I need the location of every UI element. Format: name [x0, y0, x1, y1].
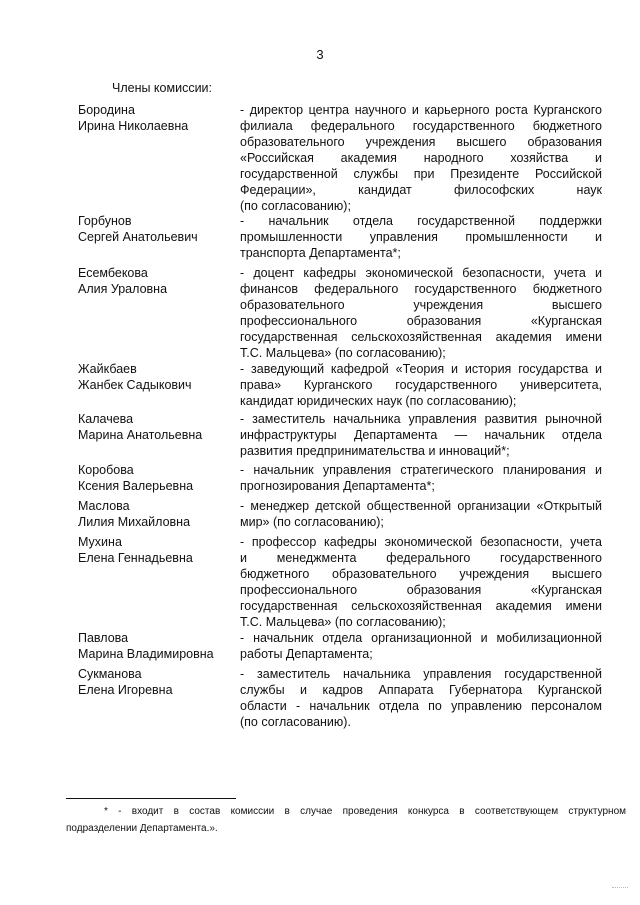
- member-description-line: права» Курганского государственного университета,: [240, 378, 602, 392]
- member-description: [240, 102, 602, 214]
- member-name-line: Маслова: [78, 499, 130, 513]
- member-description-line: - начальник управления стратегического планирования и: [240, 463, 602, 477]
- member-description: [240, 411, 602, 459]
- page-number: 3: [316, 47, 324, 62]
- member-name: [78, 666, 238, 698]
- member-name: [78, 265, 238, 297]
- footnote-rule: [66, 798, 236, 799]
- member-name-line: Алия Ураловна: [78, 282, 168, 296]
- member-description-line: - заместитель начальника управления государственной: [240, 667, 602, 681]
- member-description-line: - доцент кафедры экономической безопасности, учета и: [240, 266, 602, 280]
- member-name: [78, 361, 238, 393]
- member-description: [240, 462, 602, 494]
- member-name: [78, 102, 238, 134]
- member-description: [240, 534, 602, 630]
- member-description-line: работы Департамента;: [240, 647, 373, 661]
- member-name-line: Елена Игоревна: [78, 683, 173, 697]
- member-description-line: образовательного учреждения высшего образования: [240, 135, 602, 149]
- member-name-line: Горбунов: [78, 214, 132, 228]
- member-name-line: Калачева: [78, 412, 134, 426]
- member-description-line: кандидат юридических наук (по согласованию);: [240, 394, 517, 408]
- member-description-line: (по согласованию);: [240, 199, 351, 213]
- scan-mark: [612, 887, 628, 888]
- member-name: [78, 411, 238, 443]
- member-name: [78, 534, 238, 566]
- member-description-line: области - начальник отдела по управлению персоналом: [240, 699, 602, 713]
- member-description-line: профессионального образования «Курганская: [240, 314, 602, 328]
- member-description-line: - директор центра научного и карьерного роста Курганского: [240, 103, 602, 117]
- member-description: [240, 498, 602, 530]
- member-description-line: - начальник отдела государственной поддержки: [240, 214, 602, 228]
- member-description-line: - профессор кафедры экономической безопасности, учета: [240, 535, 602, 549]
- member-description-line: промышленности управления промышленности и: [240, 230, 602, 244]
- member-description-line: развития предпринимательства и инноваций*;: [240, 444, 510, 458]
- member-name-line: Жанбек Садыкович: [78, 378, 192, 392]
- footnote-line: * - входит в состав комиссии в случае проведения конкурса в соответствующем структурном: [104, 806, 626, 817]
- member-name-line: Бородина: [78, 103, 135, 117]
- member-description-line: профессионального образования «Курганская: [240, 583, 602, 597]
- member-name: [78, 498, 238, 530]
- member-description-line: - заместитель начальника управления развития рыночной: [240, 412, 602, 426]
- member-description-line: (по согласованию).: [240, 715, 351, 729]
- member-name-line: Коробова: [78, 463, 134, 477]
- member-name-line: Лилия Михайловна: [78, 515, 191, 529]
- member-description: [240, 630, 602, 662]
- member-name-line: Есембекова: [78, 266, 148, 280]
- member-description: [240, 361, 602, 409]
- member-description-line: филиала федерального государственного бюджетного: [240, 119, 602, 133]
- member-name: [78, 630, 238, 662]
- member-description-line: образовательного учреждения высшего: [240, 298, 602, 312]
- member-name-line: Елена Геннадьевна: [78, 551, 193, 565]
- member-description-line: Т.С. Мальцева» (по согласованию);: [240, 346, 446, 360]
- member-description-line: - менеджер детской общественной организации «Открытый: [240, 499, 602, 513]
- member-description-line: государственная сельскохозяйственная академия имени: [240, 599, 602, 613]
- member-description-line: прогнозирования Департамента*;: [240, 479, 435, 493]
- member-name: [78, 213, 238, 245]
- member-name-line: Мухина: [78, 535, 122, 549]
- member-description-line: «Российская академия народного хозяйства и: [240, 151, 602, 165]
- member-description: [240, 666, 602, 730]
- member-name-line: Ирина Николаевна: [78, 119, 189, 133]
- member-description-line: государственной службы при Президенте Российской: [240, 167, 602, 181]
- member-description-line: финансов федерального государственного бюджетного: [240, 282, 602, 296]
- member-description: [240, 213, 602, 261]
- member-name-line: Ксения Валерьевна: [78, 479, 194, 493]
- member-name-line: Марина Владимировна: [78, 647, 214, 661]
- member-name-line: Сергей Анатольевич: [78, 230, 198, 244]
- member-description-line: транспорта Департамента*;: [240, 246, 401, 260]
- member-description-line: службы и кадров Аппарата Губернатора Курганской: [240, 683, 602, 697]
- footnote: [66, 803, 626, 837]
- footnote-line: подразделении Департамента.».: [66, 823, 218, 834]
- member-description-line: Федерации», кандидат философских наук: [240, 183, 602, 197]
- member-name-line: Жайкбаев: [78, 362, 137, 376]
- member-description-line: - начальник отдела организационной и мобилизационной: [240, 631, 602, 645]
- member-description-line: и менеджмента федерального государственного: [240, 551, 602, 565]
- member-description-line: мир» (по согласованию);: [240, 515, 384, 529]
- member-description-line: инфраструктуры Департамента — начальник отдела: [240, 428, 602, 442]
- member-description-line: Т.С. Мальцева» (по согласованию);: [240, 615, 446, 629]
- member-name-line: Сукманова: [78, 667, 142, 681]
- member-description-line: бюджетного образовательного учреждения высшего: [240, 567, 602, 581]
- member-name-line: Павлова: [78, 631, 129, 645]
- member-description-line: государственная сельскохозяйственная академия имени: [240, 330, 602, 344]
- section-title: Члены комиссии:: [112, 81, 213, 95]
- member-description-line: - заведующий кафедрой «Теория и история государства и: [240, 362, 602, 376]
- member-name-line: Марина Анатольевна: [78, 428, 203, 442]
- member-name: [78, 462, 238, 494]
- member-description: [240, 265, 602, 361]
